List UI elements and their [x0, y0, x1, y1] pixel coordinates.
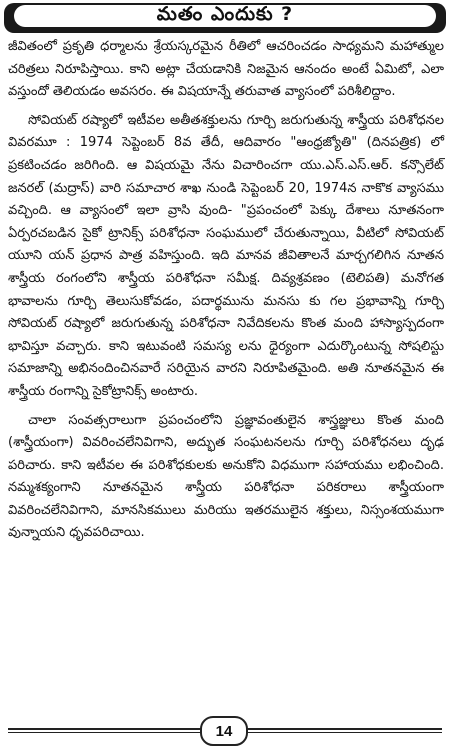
- paragraph-1: జీవితంలో ప్రకృతి ధర్మాలను శ్రేయస్కరమైన రీతిలో ఆచరించడం సాధ్యమని మహాత్ముల చరిత్రలు నిరూపిస్తాయి. కాని అట్లా చేయడానికి నిజమైన ఆనందం అంటే ఏమిటో, ఎలా వస్తుందో తెలియడం అవసరం. ఈ విషయాన్నే తరువాత వ్యాసంలో పరిశీలిద్దాం.: [8, 39, 444, 100]
- paragraph-3: చాలా సంవత్సరాలుగా ప్రపంచంలోని ప్రజ్ఞావంతులైన శాస్త్రజ్ఞులు కొంత మంది (శాస్త్రీయంగా) వివరించలేనివిగాని, అద్భుత సంఘటనలను గూర్చి పరిశోధనలు దృఢ పరిచారు. కాని ఇటీవల ఈ పరిశోధకులకు అనుకోని విధముగా సహాయము లభించింది. నమ్మశక్యంగాని నూతనమైన శాస్త్రీయ పరిశోధనా పరికరాలు శాస్త్రీయంగా వివరించలేనివిగాని, మానసికములు మరియు ఇతరములైన శక్తులు, నిస్సంశయముగా వున్నాయని ధృవపరిచాయి.: [8, 412, 444, 541]
- page-number: 14: [200, 716, 248, 746]
- page-footer: [0, 712, 450, 748]
- page-body: [8, 36, 444, 545]
- paragraph-2: సోవియట్ రష్యాలో ఇటీవల అతీతశక్తులను గూర్చి జరుగుతున్న శాస్త్రీయ పరిశోధనల వివరమూ : 1974 సెప్టెంబర్ 8వ తేదీ, ఆదివారం "ఆంధ్రజ్యోతి" (దినపత్రిక) లో ప్రకటించడం జరిగింది. ఆ విషయమై నేను విచారించగా యు.ఎస్.ఎస్.ఆర్. కన్సొలేట్ జనరల్ (మద్రాస్) వారి సమాచార శాఖ నుండి సెప్టెంబర్ 20, 1974న నాకొక వ్యాసము వచ్చింది. ఆ వ్యాసంలో ఇలా వ్రాసి వుంది- "ప్రపంచంలో పెక్కు దేశాలు నూతనంగా ఏర్పరచబడిన సైకో ట్రానిక్స్ పరిశోధనా సంఘములో చేరుతున్నాయి, వీటిలో సోవియట్ యూని యన్ ప్రధాన పాత్ర వహిస్తుంది. ఇది మానవ జీవితాలనే మార్చగలిగిన నూతన శాస్త్రీయ రంగంలోని శాస్త్రీయ పరిశోధనా సమీక్ష. దివ్యశ్రవణం (టెలిపతి) మనోగత భావాలను గూర్చి తెలుసుకోవడం, పదార్థమును మనసు కు గల ప్రభావాన్ని గూర్చి సోవియట్ రష్యాలో జరుగుతున్న పరిశోధనా నివేదికలను కొంత మంది హాస్యాస్పదంగా భావిస్తూ వచ్చారు. కాని ఇటువంటి సమస్య లను ధైర్యంగా ఎదుర్కొంటున్న సోషలిస్టు సమాజాన్ని అభినందించినవారే సరియైన వారని నిరూపితమైంది. అతి నూతనమైన ఈ శాస్త్రీయ రంగాన్ని సైకోట్రానిక్స్ అంటారు.: [8, 112, 444, 399]
- header-banner: [4, 3, 446, 33]
- page-title: మతం ఎందుకు ?: [14, 5, 436, 27]
